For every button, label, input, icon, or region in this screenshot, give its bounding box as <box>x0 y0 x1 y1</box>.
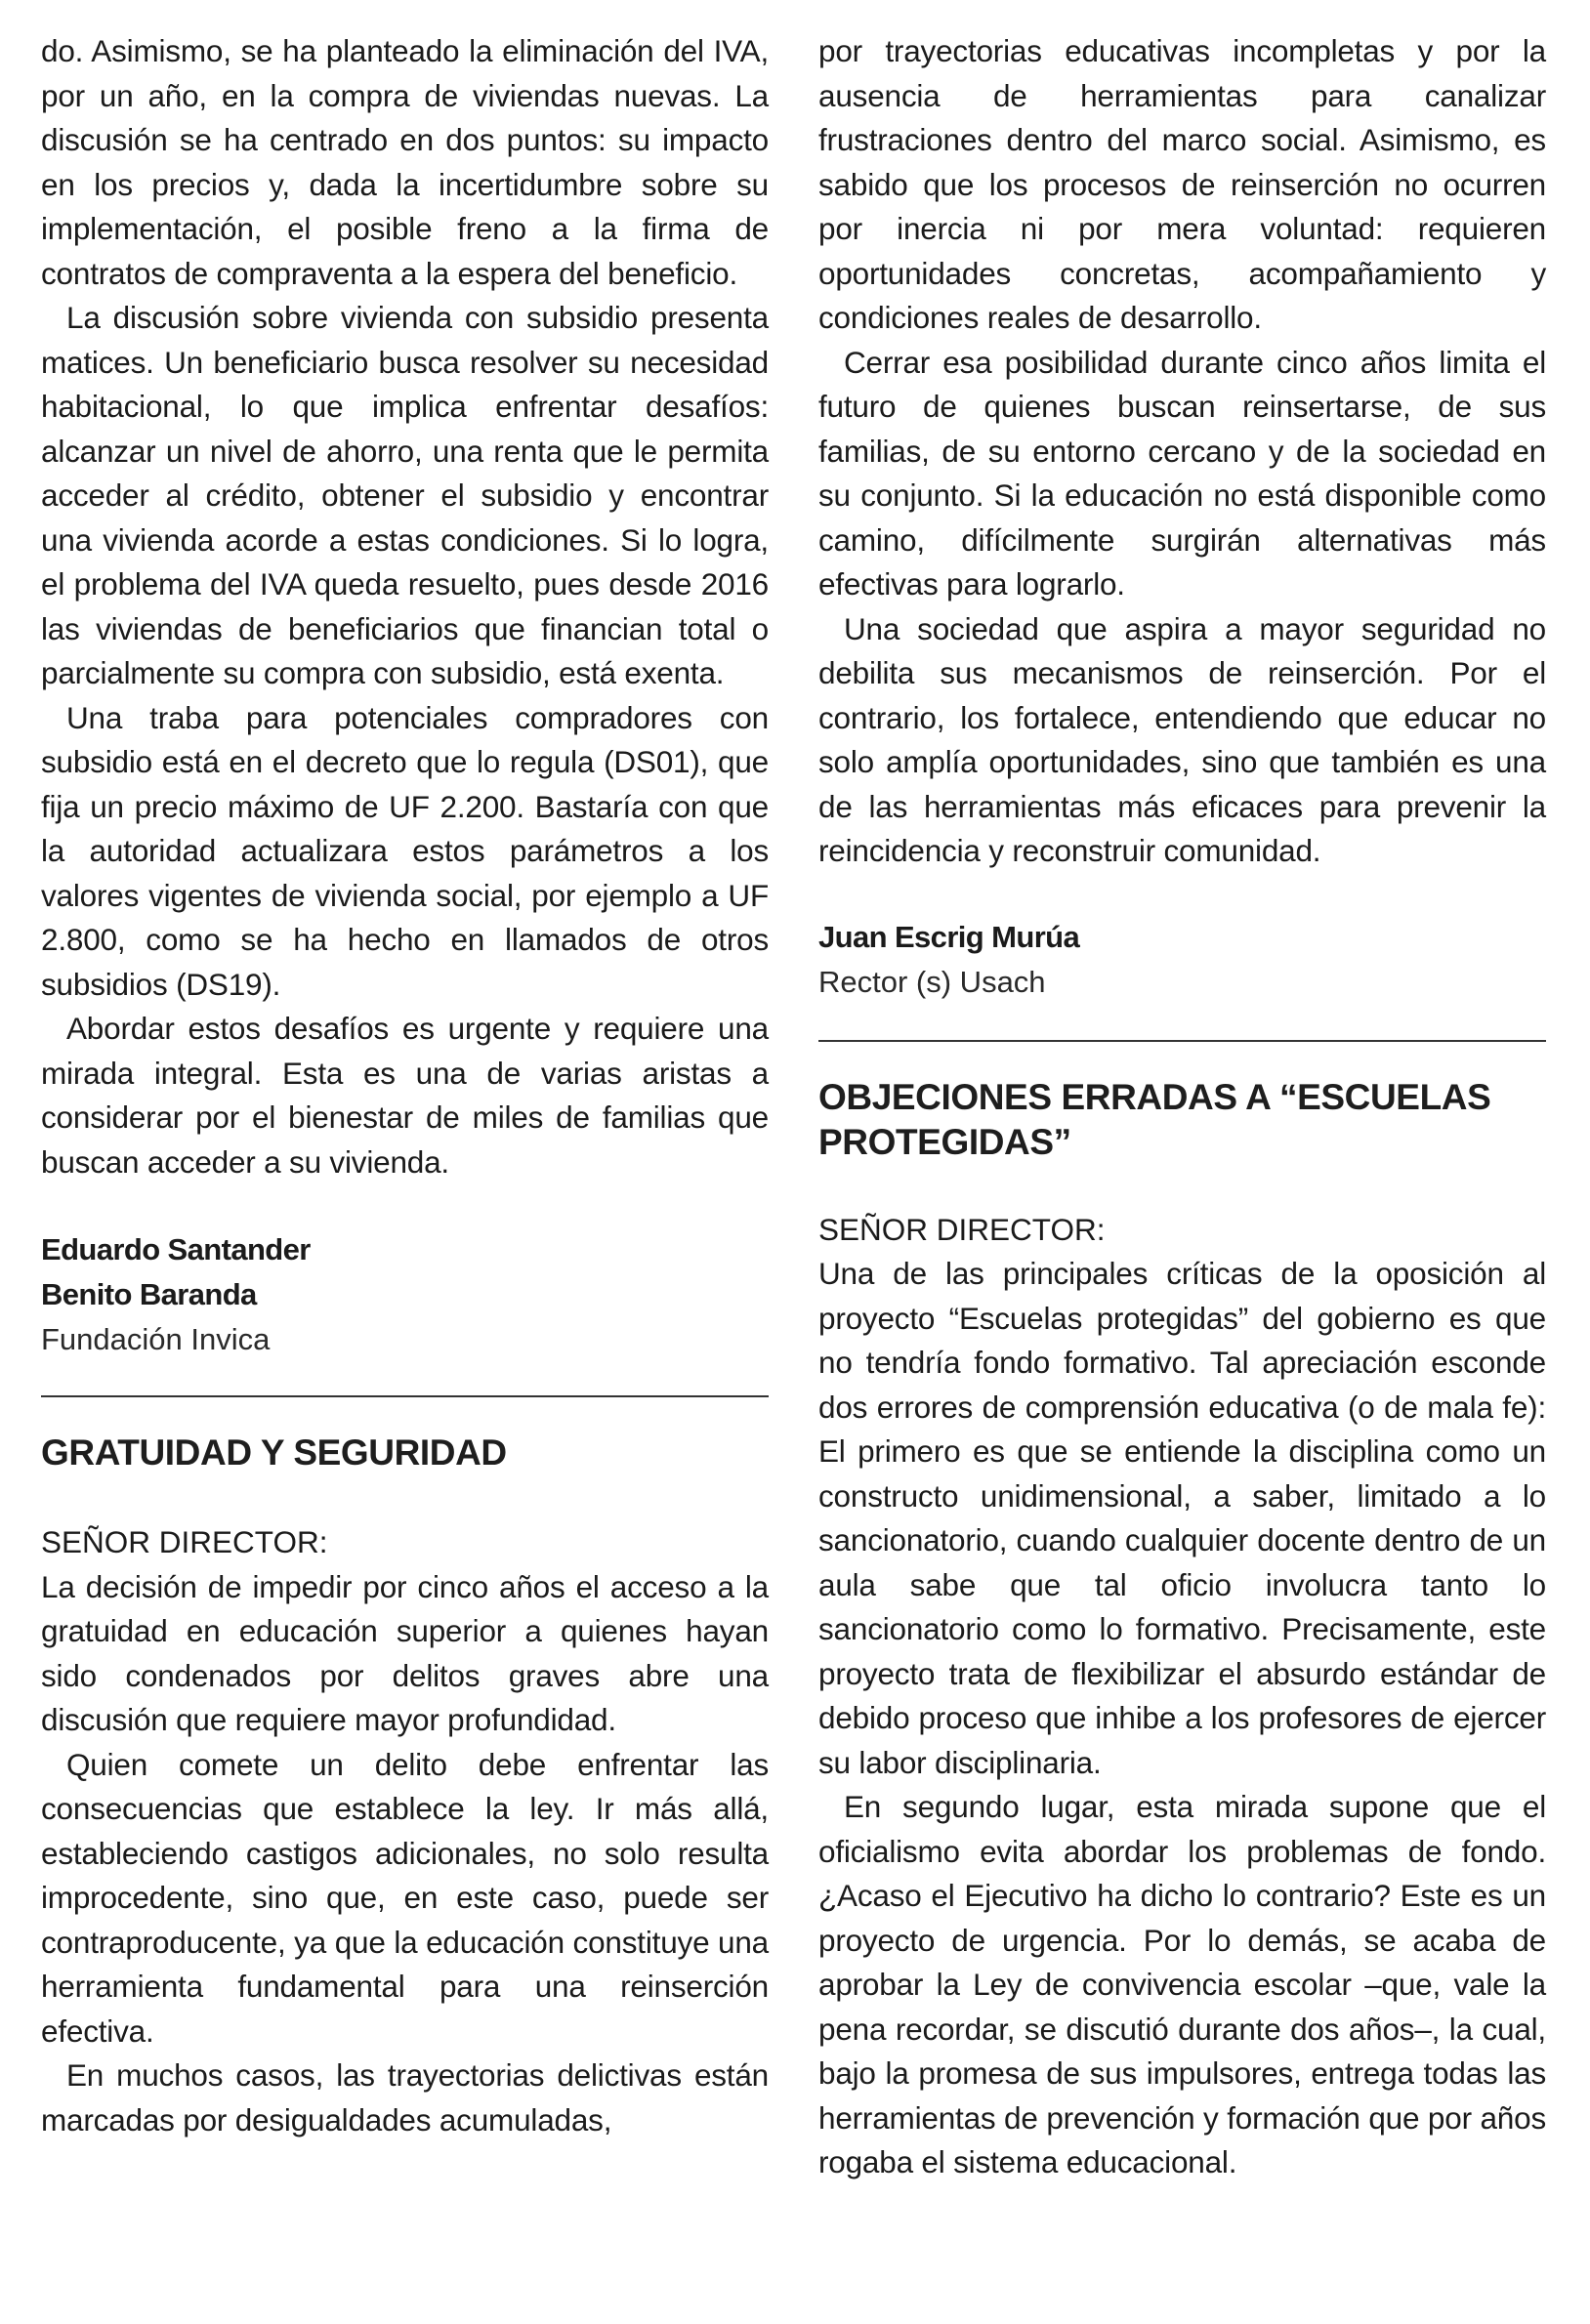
letter3-salutation: SEÑOR DIRECTOR: <box>818 1211 1106 1247</box>
letter3-paragraph: En segundo lugar, esta mirada supone que el oficialismo evita abordar los problemas de fondo. ¿Acaso el Ejecutivo ha dicho lo contrario? Este es un proyecto de urgencia. Por lo demás, se acaba de aprobar la Ley de convivencia escolar –que, vale la pena recordar, se discutió durante dos años–, la cual, bajo la promesa de sus impulsores, entrega todas las herramientas de prevención y formación que por años rogaba el sistema educacional. <box>818 1789 1546 2179</box>
letter1-paragraph: Abordar estos desafíos es urgente y requiere una mirada integral. Esta es una de varias aristas a considerar por el bienestar de miles de familias que buscan acceder a su vivienda. <box>41 1011 769 1180</box>
letter1-signature <box>41 1227 769 1362</box>
letter2-continuation: por trayectorias educativas incompletas y por la ausencia de herramientas para canalizar frustraciones dentro del marco social. Asimismo, es sabido que los procesos de reinserción no ocurren por inercia ni por mera voluntad: requieren oportunidades concretas, acompañamiento y condiciones reales de desarrollo. <box>818 33 1546 335</box>
section-divider <box>818 1040 1546 1042</box>
letter2-paragraph: Quien comete un delito debe enfrentar las consecuencias que establece la ley. Ir más allá, estableciendo castigos adicionales, no solo resulta improcedente, sino que, en este caso, puede ser contraproducente, ya que la educación constituye una herramienta fundamental para una reinserción efectiva. <box>41 1746 769 2049</box>
right-column <box>818 29 1546 2185</box>
letter2-paragraph: La decisión de impedir por cinco años el acceso a la gratuidad en educación superior a quienes hayan sido condenados por delitos graves abre una discusión que requiere mayor profundidad. <box>41 1568 769 1737</box>
letter2-salutation: SEÑOR DIRECTOR: <box>41 1524 328 1559</box>
letter2-paragraph: Una sociedad que aspira a mayor seguridad no debilita sus mecanismos de reinserción. Por el contrario, los fortalece, entendiendo que educar no solo amplía oportunidades, sino que también es una de las herramientas más eficaces para prevenir la reincidencia y reconstruir comunidad. <box>818 610 1546 868</box>
letter2-paragraph: En muchos casos, las trayectorias delictivas están marcadas por desigualdades acumuladas, <box>41 2057 769 2137</box>
signature-name: Juan Escrig Murúa <box>818 919 1080 954</box>
letter1-continuation: do. Asimismo, se ha planteado la eliminación del IVA, por un año, en la compra de viviendas nuevas. La discusión se ha centrado en dos puntos: su impacto en los precios y, dada la incertidumbre sobre su implementación, el posible freno a la firma de contratos de compraventa a la espera del beneficio. <box>41 33 769 291</box>
letter2-headline: GRATUIDAD Y SEGURIDAD <box>41 1432 507 1473</box>
signature-name: Benito Baranda <box>41 1277 257 1311</box>
letter2-paragraph: Cerrar esa posibilidad durante cinco años limita el futuro de quienes buscan reinsertarse, de sus familias, de su entorno cercano y de la sociedad en su conjunto. Si la educación no está disponible como camino, difícilmente surgirán alternativas más efectivas para lograrlo. <box>818 344 1546 602</box>
signature-name: Eduardo Santander <box>41 1232 311 1266</box>
letter3-paragraph: Una de las principales críticas de la oposición al proyecto “Escuelas protegidas” del gobierno es que no tendría fondo formativo. Tal apreciación esconde dos errores de comprensión educativa (o de mala fe): El primero es que se entiende la disciplina como un constructo unidimensional, a saber, limitado a lo sancionatorio, cuando cualquier docente dentro de un aula sabe que tal oficio involucra tanto lo sancionatorio como lo formativo. Precisamente, este proyecto trata de flexibilizar el absurdo estándar de debido proceso que inhibe a los profesores de ejercer su labor disciplinaria. <box>818 1256 1546 1780</box>
left-column <box>41 29 769 2142</box>
section-divider <box>41 1395 769 1397</box>
letter3-headline: OBJECIONES ERRADAS A “ESCUELAS PROTEGIDAS” <box>818 1076 1491 1162</box>
letter2-signature <box>818 915 1546 1005</box>
signature-organization: Rector (s) Usach <box>818 964 1046 999</box>
letter1-paragraph: Una traba para potenciales compradores con subsidio está en el decreto que lo regula (DS01), que fija un precio máximo de UF 2.200. Bastaría con que la autoridad actualizara estos parámetros a los valores vigentes de vivienda social, por ejemplo a UF 2.800, como se ha hecho en llamados de otros subsidios (DS19). <box>41 699 769 1002</box>
signature-organization: Fundación Invica <box>41 1322 271 1356</box>
letter1-paragraph: La discusión sobre vivienda con subsidio presenta matices. Un beneficiario busca resolver su necesidad habitacional, lo que implica enfrentar desafíos: alcanzar un nivel de ahorro, una renta que le permita acceder al crédito, obtener el subsidio y encontrar una vivienda acorde a estas condiciones. Si lo logra, el problema del IVA queda resuelto, pues desde 2016 las viviendas de beneficiarios que financian total o parcialmente su compra con subsidio, está exenta. <box>41 300 769 690</box>
